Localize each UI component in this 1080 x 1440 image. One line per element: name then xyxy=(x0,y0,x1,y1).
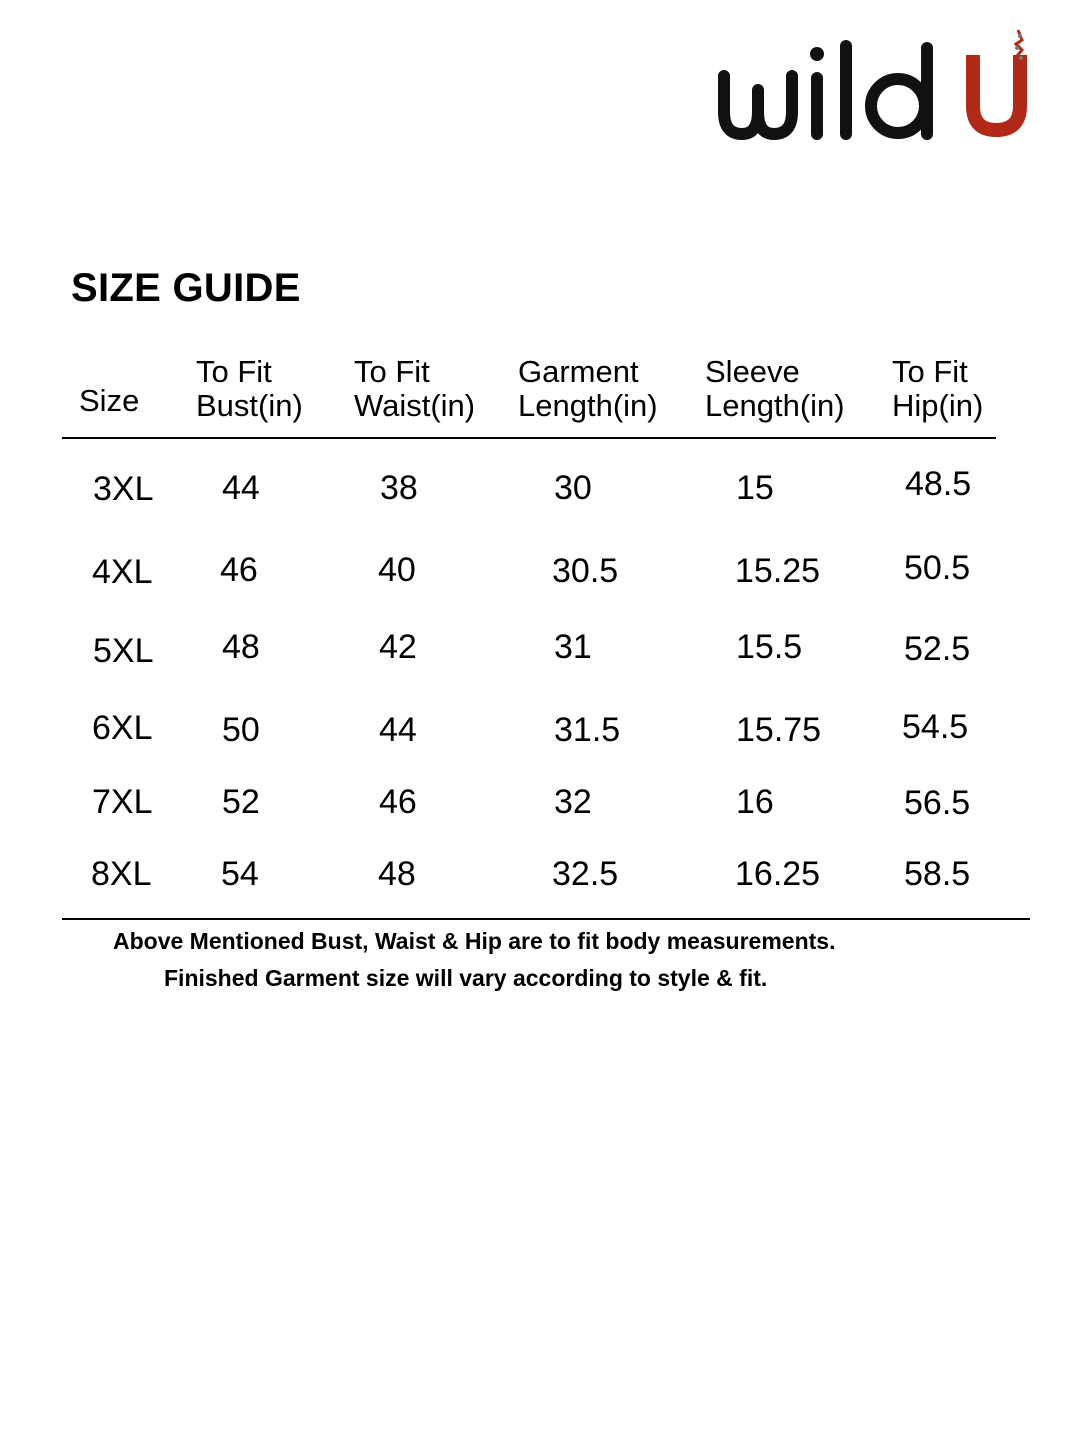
cell-hip: 50.5 xyxy=(904,549,971,587)
cell-sleeve-length: 16.25 xyxy=(735,855,821,893)
column-header-line2: Bust(in) xyxy=(196,388,303,423)
cell-garment-length: 32 xyxy=(554,783,592,821)
wild-u-logo-graphic xyxy=(716,26,1036,146)
cell-garment-length: 32.5 xyxy=(552,855,619,893)
column-header-line1: To Fit xyxy=(354,354,430,389)
column-header-line1: Garment xyxy=(518,354,639,389)
footnote-line-1: Above Mentioned Bust, Waist & Hip are to fit body measurements. xyxy=(113,928,836,954)
brand-logo xyxy=(716,26,1036,146)
column-header-line2: Waist(in) xyxy=(354,388,476,423)
page-title: SIZE GUIDE xyxy=(71,266,301,310)
column-header-waist xyxy=(354,355,475,423)
cell-garment-length: 31 xyxy=(554,628,592,666)
column-header-hip xyxy=(892,355,983,423)
cell-bust: 52 xyxy=(222,783,260,821)
column-header-label: Size xyxy=(79,383,140,418)
cell-hip: 56.5 xyxy=(904,784,971,822)
cell-waist: 42 xyxy=(379,628,417,666)
cell-hip: 54.5 xyxy=(902,708,969,746)
cell-sleeve-length: 15 xyxy=(736,469,774,507)
cell-waist: 48 xyxy=(378,855,416,893)
cell-bust: 50 xyxy=(222,711,260,749)
cell-waist: 38 xyxy=(380,469,418,507)
cell-size: 8XL xyxy=(91,855,152,893)
cell-garment-length: 31.5 xyxy=(554,711,621,749)
column-header-sleeve-length xyxy=(705,355,845,423)
cell-waist: 44 xyxy=(379,711,417,749)
cell-sleeve-length: 15.25 xyxy=(735,552,821,590)
column-header-line2: Length(in) xyxy=(518,388,658,423)
cell-size: 6XL xyxy=(92,709,153,747)
cell-waist: 46 xyxy=(379,783,417,821)
cell-hip: 48.5 xyxy=(905,465,972,503)
cell-bust: 48 xyxy=(222,628,260,666)
cell-bust: 46 xyxy=(220,551,258,589)
column-header-line1: To Fit xyxy=(892,354,968,389)
column-header-size xyxy=(79,384,139,418)
cell-size: 7XL xyxy=(92,783,153,821)
cell-garment-length: 30.5 xyxy=(552,552,619,590)
cell-hip: 58.5 xyxy=(904,855,971,893)
cell-bust: 44 xyxy=(222,469,260,507)
column-header-line1: To Fit xyxy=(196,354,272,389)
cell-waist: 40 xyxy=(378,551,416,589)
column-header-bust xyxy=(196,355,303,423)
header-divider xyxy=(62,437,996,439)
table-bottom-divider xyxy=(62,918,1030,920)
cell-size: 4XL xyxy=(92,553,153,591)
cell-size: 5XL xyxy=(93,632,154,670)
cell-garment-length: 30 xyxy=(554,469,592,507)
cell-sleeve-length: 15.75 xyxy=(736,711,822,749)
column-header-garment-length xyxy=(518,355,658,423)
column-header-line1: Sleeve xyxy=(705,354,800,389)
cell-hip: 52.5 xyxy=(904,630,971,668)
cell-size: 3XL xyxy=(93,470,154,508)
cell-bust: 54 xyxy=(221,855,259,893)
cell-sleeve-length: 16 xyxy=(736,783,774,821)
column-header-line2: Hip(in) xyxy=(892,388,984,423)
column-header-line2: Length(in) xyxy=(705,388,845,423)
footnote-line-2: Finished Garment size will vary according to style & fit. xyxy=(164,965,768,991)
cell-sleeve-length: 15.5 xyxy=(736,628,803,666)
